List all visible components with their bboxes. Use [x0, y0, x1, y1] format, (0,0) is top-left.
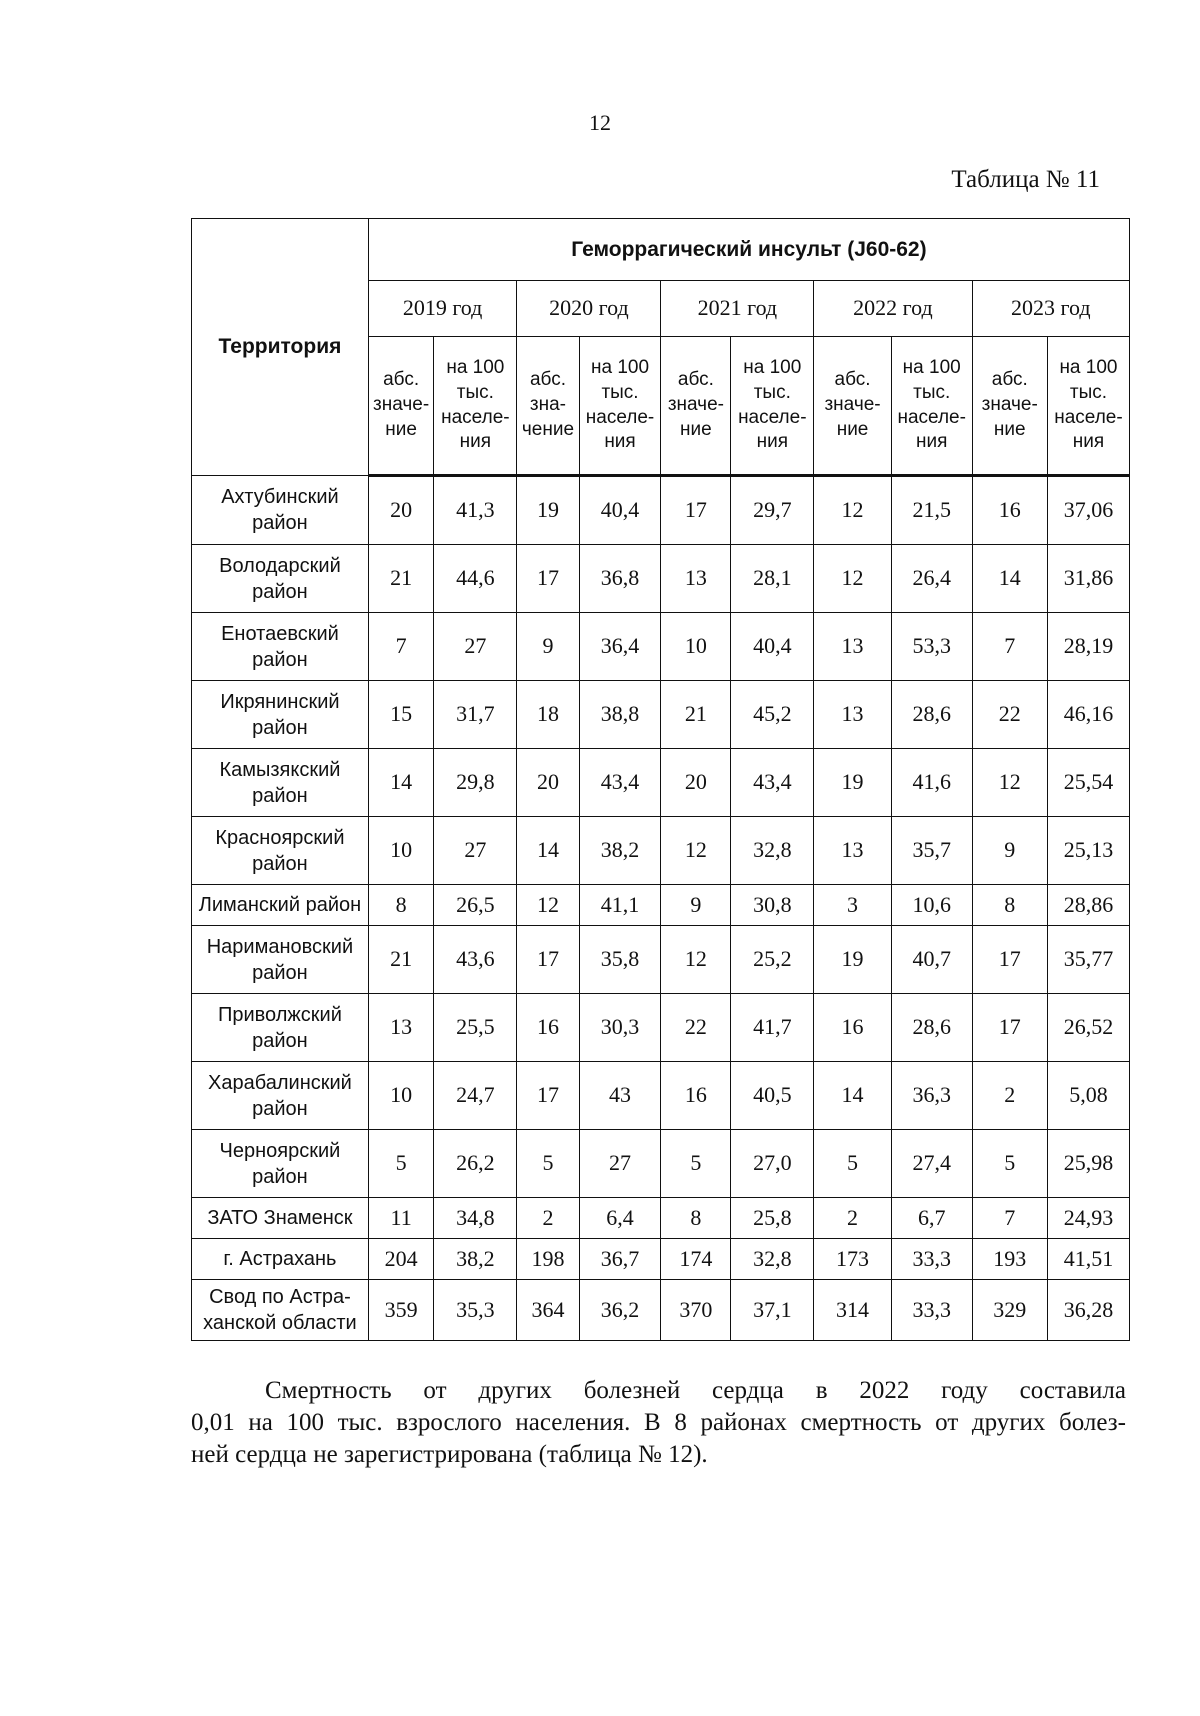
abs-value-cell: 364	[517, 1280, 579, 1341]
per-100k-cell: 40,4	[579, 476, 661, 545]
per-100k-cell: 36,8	[579, 545, 661, 613]
per-100k-cell: 38,2	[579, 817, 661, 885]
abs-value-cell: 12	[661, 926, 731, 994]
territory-name: Володарский район	[192, 545, 369, 613]
abs-value-cell: 8	[661, 1198, 731, 1239]
per-100k-cell: 36,7	[579, 1239, 661, 1280]
per-100k-cell: 28,6	[891, 681, 972, 749]
per-100k-cell: 41,1	[579, 885, 661, 926]
territory-header: Территория	[192, 219, 369, 476]
per-100k-cell: 24,7	[434, 1062, 517, 1130]
abs-value-cell: 14	[368, 749, 434, 817]
table-row	[192, 476, 1130, 545]
per-100k-cell: 26,5	[434, 885, 517, 926]
per-100k-cell: 40,5	[731, 1062, 814, 1130]
abs-value-cell: 13	[814, 613, 892, 681]
abs-value-cell: 5	[972, 1130, 1047, 1198]
abs-value-cell: 12	[661, 817, 731, 885]
territory-name: Приволжский район	[192, 994, 369, 1062]
territory-name: Камызякский район	[192, 749, 369, 817]
per-100k-cell: 33,3	[891, 1239, 972, 1280]
abs-value-cell: 20	[368, 476, 434, 545]
per-100k-cell: 28,1	[731, 545, 814, 613]
per-100k-cell: 36,28	[1047, 1280, 1129, 1341]
abs-value-cell: 13	[814, 817, 892, 885]
per-100k-cell: 27	[434, 817, 517, 885]
abs-value-cell: 21	[368, 545, 434, 613]
per-100k-cell: 27,0	[731, 1130, 814, 1198]
abs-value-cell: 17	[661, 476, 731, 545]
per-100k-cell: 36,2	[579, 1280, 661, 1341]
per-100k-cell: 38,8	[579, 681, 661, 749]
abs-value-cell: 15	[368, 681, 434, 749]
year-header: 2019 год	[368, 281, 516, 337]
per-100k-cell: 6,4	[579, 1198, 661, 1239]
abs-value-cell: 20	[661, 749, 731, 817]
territory-name: Черноярский район	[192, 1130, 369, 1198]
per-100k-cell: 53,3	[891, 613, 972, 681]
per-100k-cell: 27	[434, 613, 517, 681]
table-row	[192, 545, 1130, 613]
year-header: 2020 год	[517, 281, 661, 337]
abs-value-cell: 8	[368, 885, 434, 926]
per-100k-cell: 31,86	[1047, 545, 1129, 613]
table-row	[192, 613, 1130, 681]
per-100k-cell: 25,8	[731, 1198, 814, 1239]
per-100k-header: на 100 тыс. населе- ния	[891, 337, 972, 476]
per-100k-cell: 28,86	[1047, 885, 1129, 926]
per-100k-cell: 6,7	[891, 1198, 972, 1239]
year-header: 2021 год	[661, 281, 814, 337]
per-100k-cell: 26,52	[1047, 994, 1129, 1062]
per-100k-cell: 41,6	[891, 749, 972, 817]
abs-value-cell: 16	[661, 1062, 731, 1130]
abs-value-cell: 18	[517, 681, 579, 749]
per-100k-cell: 25,54	[1047, 749, 1129, 817]
per-100k-cell: 32,8	[731, 1239, 814, 1280]
abs-value-header: абс. значе- ние	[368, 337, 434, 476]
abs-value-cell: 314	[814, 1280, 892, 1341]
abs-value-cell: 14	[517, 817, 579, 885]
table-body	[192, 476, 1130, 1341]
page-number: 12	[589, 110, 611, 135]
abs-value-cell: 5	[661, 1130, 731, 1198]
abs-value-header: абс. значе- ние	[972, 337, 1047, 476]
abs-value-header: абс. значе- ние	[814, 337, 892, 476]
per-100k-cell: 29,8	[434, 749, 517, 817]
stroke-mortality-table	[191, 218, 1130, 1341]
per-100k-header: на 100 тыс. населе- ния	[731, 337, 814, 476]
abs-value-cell: 22	[661, 994, 731, 1062]
per-100k-cell: 27	[579, 1130, 661, 1198]
per-100k-cell: 26,4	[891, 545, 972, 613]
paragraph-line	[191, 1439, 1126, 1471]
abs-value-cell: 17	[972, 926, 1047, 994]
abs-value-cell: 173	[814, 1239, 892, 1280]
per-100k-cell: 27,4	[891, 1130, 972, 1198]
abs-value-cell: 17	[517, 545, 579, 613]
territory-name: ЗАТО Знаменск	[192, 1198, 369, 1239]
year-header: 2023 год	[972, 281, 1129, 337]
abs-value-cell: 9	[517, 613, 579, 681]
per-100k-cell: 5,08	[1047, 1062, 1129, 1130]
abs-value-cell: 5	[368, 1130, 434, 1198]
table-caption: Таблица № 11	[951, 166, 1100, 193]
abs-value-cell: 5	[814, 1130, 892, 1198]
abs-value-cell: 16	[972, 476, 1047, 545]
per-100k-cell: 40,7	[891, 926, 972, 994]
table-row	[192, 681, 1130, 749]
abs-value-cell: 17	[517, 1062, 579, 1130]
paragraph-line-text: Смертность от других болезней сердца в 2022 году составила	[265, 1377, 1126, 1404]
abs-value-cell: 7	[368, 613, 434, 681]
per-100k-cell: 43,4	[579, 749, 661, 817]
per-100k-cell: 25,5	[434, 994, 517, 1062]
abs-value-cell: 19	[517, 476, 579, 545]
table-row	[192, 1280, 1130, 1341]
abs-value-cell: 198	[517, 1239, 579, 1280]
territory-name: Красноярский район	[192, 817, 369, 885]
per-100k-header: на 100 тыс. населе- ния	[434, 337, 517, 476]
body-paragraph	[191, 1375, 1126, 1471]
per-100k-cell: 35,8	[579, 926, 661, 994]
year-header: 2022 год	[814, 281, 972, 337]
abs-value-cell: 9	[972, 817, 1047, 885]
abs-value-header: абс. зна- чение	[517, 337, 579, 476]
abs-value-cell: 9	[661, 885, 731, 926]
territory-name: Наримановский район	[192, 926, 369, 994]
abs-value-cell: 3	[814, 885, 892, 926]
abs-value-cell: 204	[368, 1239, 434, 1280]
per-100k-cell: 28,6	[891, 994, 972, 1062]
abs-value-header: абс. значе- ние	[661, 337, 731, 476]
abs-value-cell: 2	[814, 1198, 892, 1239]
per-100k-cell: 25,98	[1047, 1130, 1129, 1198]
abs-value-cell: 21	[661, 681, 731, 749]
table-row	[192, 1239, 1130, 1280]
territory-name: Свод по Астра- ханской области	[192, 1280, 369, 1341]
per-100k-cell: 29,7	[731, 476, 814, 545]
per-100k-cell: 10,6	[891, 885, 972, 926]
per-100k-cell: 37,06	[1047, 476, 1129, 545]
abs-value-cell: 13	[814, 681, 892, 749]
per-100k-cell: 24,93	[1047, 1198, 1129, 1239]
abs-value-cell: 10	[368, 817, 434, 885]
abs-value-cell: 14	[814, 1062, 892, 1130]
abs-value-cell: 12	[517, 885, 579, 926]
abs-value-cell: 12	[814, 545, 892, 613]
per-100k-cell: 25,13	[1047, 817, 1129, 885]
abs-value-cell: 329	[972, 1280, 1047, 1341]
abs-value-cell: 13	[661, 545, 731, 613]
per-100k-cell: 41,7	[731, 994, 814, 1062]
per-100k-cell: 44,6	[434, 545, 517, 613]
abs-value-cell: 8	[972, 885, 1047, 926]
per-100k-cell: 36,4	[579, 613, 661, 681]
per-100k-cell: 43	[579, 1062, 661, 1130]
abs-value-cell: 21	[368, 926, 434, 994]
abs-value-cell: 193	[972, 1239, 1047, 1280]
table-header	[192, 219, 1130, 476]
abs-value-cell: 17	[517, 926, 579, 994]
abs-value-cell: 16	[517, 994, 579, 1062]
per-100k-cell: 38,2	[434, 1239, 517, 1280]
abs-value-cell: 2	[517, 1198, 579, 1239]
abs-value-cell: 10	[368, 1062, 434, 1130]
table-row	[192, 1130, 1130, 1198]
table-row	[192, 1198, 1130, 1239]
territory-name: Енотаевский район	[192, 613, 369, 681]
per-100k-cell: 32,8	[731, 817, 814, 885]
per-100k-cell: 37,1	[731, 1280, 814, 1341]
paragraph-line-text: 0,01 на 100 тыс. взрослого населения. В 8 районах смертность от других болез-	[191, 1409, 1126, 1436]
per-100k-cell: 30,3	[579, 994, 661, 1062]
per-100k-header: на 100 тыс. населе- ния	[579, 337, 661, 476]
territory-name: Ахтубинский район	[192, 476, 369, 545]
per-100k-cell: 41,51	[1047, 1239, 1129, 1280]
abs-value-cell: 12	[814, 476, 892, 545]
per-100k-cell: 34,8	[434, 1198, 517, 1239]
per-100k-cell: 46,16	[1047, 681, 1129, 749]
table-row	[192, 817, 1130, 885]
abs-value-cell: 16	[814, 994, 892, 1062]
abs-value-cell: 19	[814, 926, 892, 994]
per-100k-cell: 31,7	[434, 681, 517, 749]
abs-value-cell: 19	[814, 749, 892, 817]
table-row	[192, 994, 1130, 1062]
table-row	[192, 749, 1130, 817]
per-100k-cell: 21,5	[891, 476, 972, 545]
per-100k-cell: 45,2	[731, 681, 814, 749]
abs-value-cell: 7	[972, 1198, 1047, 1239]
per-100k-cell: 35,7	[891, 817, 972, 885]
abs-value-cell: 17	[972, 994, 1047, 1062]
group-header: Геморрагический инсульт (J60-62)	[368, 219, 1129, 281]
per-100k-cell: 36,3	[891, 1062, 972, 1130]
per-100k-header: на 100 тыс. населе- ния	[1047, 337, 1129, 476]
territory-name: Лиманский район	[192, 885, 369, 926]
table-row	[192, 885, 1130, 926]
territory-name: Икрянинский район	[192, 681, 369, 749]
abs-value-cell: 10	[661, 613, 731, 681]
abs-value-cell: 12	[972, 749, 1047, 817]
paragraph-line-text: ней сердца не зарегистрирована (таблица № 12).	[191, 1441, 708, 1468]
per-100k-cell: 33,3	[891, 1280, 972, 1341]
abs-value-cell: 359	[368, 1280, 434, 1341]
territory-name: Харабалинский район	[192, 1062, 369, 1130]
per-100k-cell: 25,2	[731, 926, 814, 994]
abs-value-cell: 11	[368, 1198, 434, 1239]
abs-value-cell: 5	[517, 1130, 579, 1198]
per-100k-cell: 26,2	[434, 1130, 517, 1198]
per-100k-cell: 35,77	[1047, 926, 1129, 994]
table-row	[192, 926, 1130, 994]
table-row	[192, 1062, 1130, 1130]
per-100k-cell: 28,19	[1047, 613, 1129, 681]
abs-value-cell: 7	[972, 613, 1047, 681]
abs-value-cell: 2	[972, 1062, 1047, 1130]
per-100k-cell: 43,4	[731, 749, 814, 817]
per-100k-cell: 43,6	[434, 926, 517, 994]
per-100k-cell: 30,8	[731, 885, 814, 926]
per-100k-cell: 41,3	[434, 476, 517, 545]
abs-value-cell: 20	[517, 749, 579, 817]
paragraph-line	[191, 1375, 1126, 1407]
abs-value-cell: 14	[972, 545, 1047, 613]
abs-value-cell: 13	[368, 994, 434, 1062]
territory-name: г. Астрахань	[192, 1239, 369, 1280]
abs-value-cell: 174	[661, 1239, 731, 1280]
per-100k-cell: 40,4	[731, 613, 814, 681]
abs-value-cell: 22	[972, 681, 1047, 749]
paragraph-line	[191, 1407, 1126, 1439]
abs-value-cell: 370	[661, 1280, 731, 1341]
per-100k-cell: 35,3	[434, 1280, 517, 1341]
